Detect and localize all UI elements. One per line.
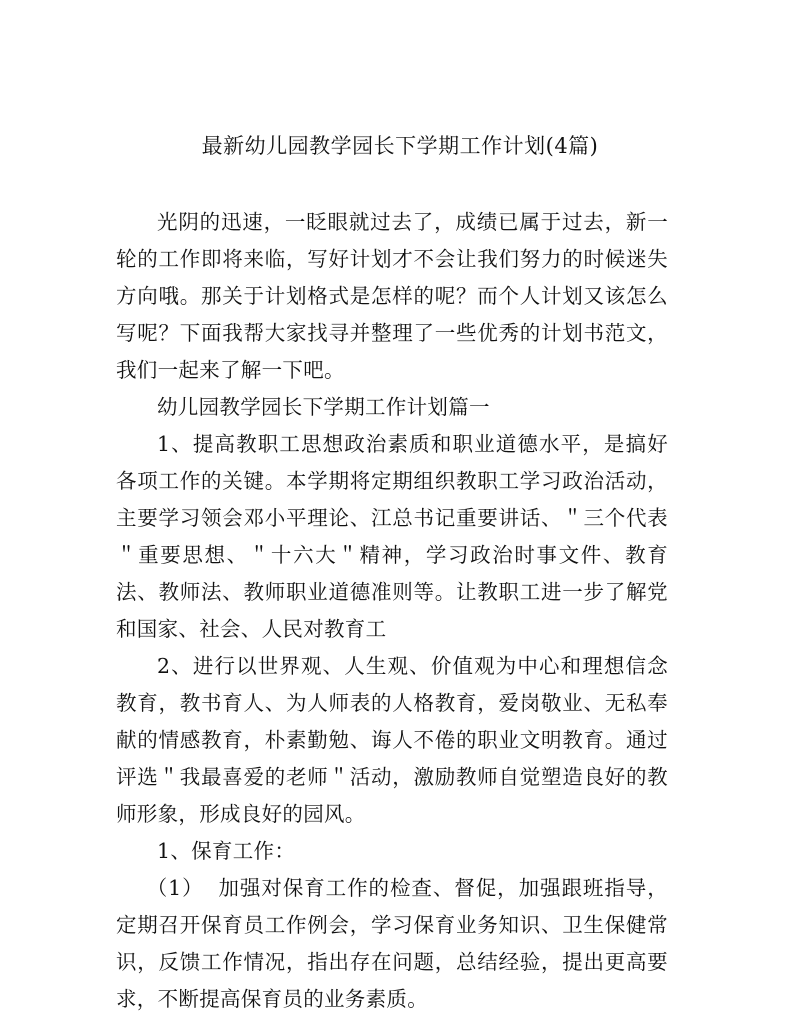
intro-paragraph: 光阴的迅速，一眨眼就过去了，成绩已属于过去，新一轮的工作即将来临，写好计划才不会让我们努力的时候迷失方向哦。那关于计划格式是怎样的呢？而个人计划又该怎么写呢？下面我帮大家找寻并整理了一些优秀的计划书范文，我们一起来了解一下吧。 [116,210,668,382]
item-paragraph-1: 1、提高教职工思想政治素质和职业道德水平，是搞好各项工作的关键。本学期将定期组织教职工学习政治活动，主要学习领会邓小平理论、江总书记重要讲话、＂三个代表＂重要思想、＂十六大＂精神，学习政治时事文件、教育法、教师法、教师职业道德准则等。让教职工进一步了解党和国家、社会、人民对教育工 [116,432,668,641]
subitem-paragraph-1: （1） 加强对保育工作的检查、督促，加强跟班指导，定期召开保育员工作例会，学习保育业务知识、卫生保健常识，反馈工作情况，指出存在问题，总结经验，提出更高要求，不断提高保育员的业务素质。 [116,876,668,1011]
item-paragraph-2: 2、进行以世界观、人生观、价值观为中心和理想信念教育，教书育人、为人师表的人格教育，爱岗敬业、无私奉献的情感教育，朴素勤勉、诲人不倦的职业文明教育。通过评选＂我最喜爱的老师＂活动，激励教师自觉塑造良好的教师形象，形成良好的园风。 [116,654,668,826]
document-title: 最新幼儿园教学园长下学期工作计划(4篇) [201,134,599,158]
section-heading: 幼儿园教学园长下学期工作计划篇一 [157,395,490,419]
document-body [116,204,668,1018]
subsection-heading: 1、保育工作： [157,839,296,863]
